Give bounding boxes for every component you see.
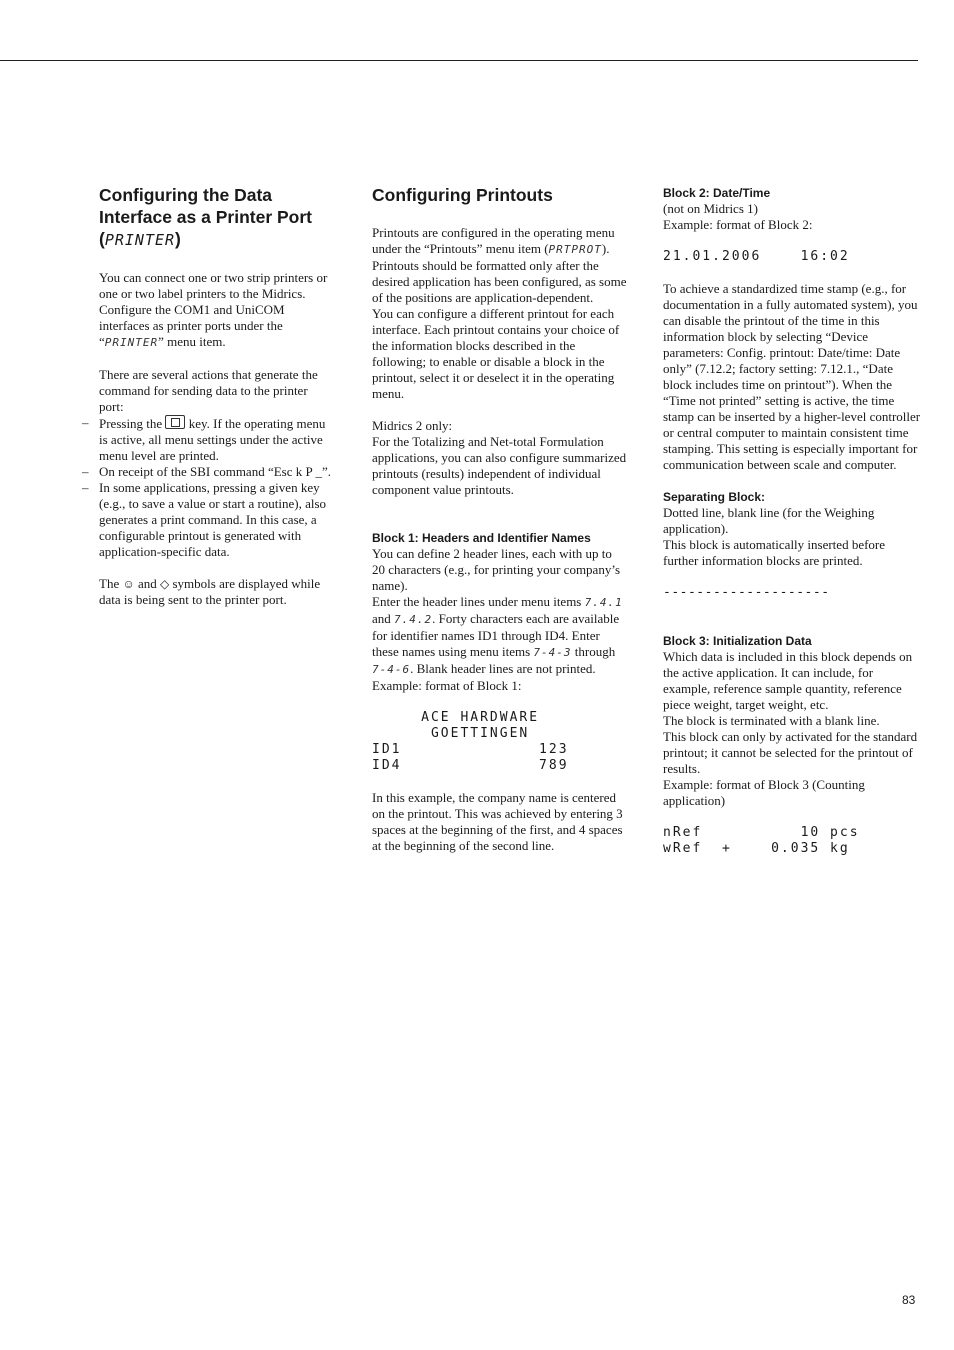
- block3-heading: Block 3: Initialization Data: [663, 634, 812, 648]
- menu-code-printer-inline: PRINTER: [104, 336, 159, 349]
- section-heading-printer-port: Configuring the Data Interface as a Printer Port (PRINTER): [99, 185, 312, 249]
- header-rule: [0, 60, 918, 61]
- paragraph-midrics2-title: Midrics 2 only:: [372, 418, 453, 433]
- block1-example-line: ID1 123: [372, 742, 569, 757]
- paragraph-symbols: The ☺ and ◇ symbols are displayed while data is being sent to the printer port.: [99, 576, 321, 607]
- paragraph-interfaces: You can configure a different printout for each interface. Each printout contains your choice of the information blocks described in the following; to enable or disable a block in the printout, select it or deselect it in the operating menu.: [372, 306, 620, 401]
- paragraph-separating-1: Dotted line, blank line (for the Weighing application).: [663, 505, 875, 536]
- actions-list: [82, 415, 335, 560]
- column-configuring-printouts: [372, 184, 628, 854]
- paragraph-actions: There are several actions that generate the command for sending data to the printer port:: [99, 367, 318, 414]
- paragraph-block1-menu: Enter the header lines under menu items 7.4.1 and 7.4.2. Forty characters each are available for identifier names ID1 through ID4. Enter these names using menu items 7-4-3 through 7-4-6. Blank header lines are not printed.: [372, 594, 623, 676]
- block1-example-line: ACE HARDWARE: [372, 710, 540, 725]
- block2-example-label: Example: format of Block 2:: [663, 217, 813, 232]
- block3-example-label: Example: format of Block 3 (Counting application): [663, 777, 865, 808]
- block2-example: 21.01.2006 16:02: [663, 249, 850, 264]
- paragraph-block3-3: This block can only by activated for the standard printout; it cannot be selected for the printout of results.: [663, 729, 918, 776]
- menu-code-prtprot: PRTPROT: [548, 243, 602, 256]
- separating-block-heading: Separating Block:: [663, 490, 766, 504]
- column-printer-port: [82, 184, 335, 608]
- page-number: 83: [902, 1293, 916, 1307]
- paragraph-block2-timestamp: To achieve a standardized time stamp (e.g., for documentation in a fully automated system), you can disable the printout of the time in this information block by selecting “Device parameters: Config. printout: Date/time: Date only” (7.12.2; factory setting: 7.12.1., “Date block includes time on printout”). When the “Time not printed” setting is active, the time stamp can be inserted by a higher-level controller or central computer to maintain consistent time stamping. This setting is especially important for communication between scale and computer.: [663, 281, 921, 472]
- block1-example-line: GOETTINGEN: [372, 726, 530, 741]
- section-heading-printouts: Configuring Printouts: [372, 185, 553, 205]
- paragraph-block1-explanation: In this example, the company name is centered on the printout. This was achieved by entering 3 spaces at the beginning of the first, and 4 spaces at the beginning of the second line.: [372, 790, 623, 853]
- paragraph-block1-intro: You can define 2 header lines, each with up to 20 characters (e.g., for printing your company’s name).: [372, 546, 621, 593]
- list-item: – In some applications, pressing a given key (e.g., to save a value or start a routine), also generates a print command. In this case, a configurable printout is generated with application-specific data.: [82, 480, 327, 559]
- paragraph-separating-2: This block is automatically inserted before further information blocks are printed.: [663, 537, 886, 568]
- diamond-symbol-icon: ◇: [160, 577, 170, 591]
- block1-heading: Block 1: Headers and Identifier Names: [372, 531, 591, 545]
- menu-code-746: 7-4-6: [372, 663, 411, 676]
- paragraph-intro: You can connect one or two strip printers or one or two label printers to the Midrics. Configure the COM1 and UniCOM interfaces as printer ports under the “PRINTER” menu item.: [99, 270, 328, 349]
- column-blocks: [663, 185, 921, 857]
- block3-example-line: wRef + 0.035 kg: [663, 841, 850, 856]
- list-item: – Pressing the key. If the operating menu is active, all menu settings under the active menu level are printed.: [82, 415, 326, 463]
- paragraph-printouts-intro: Printouts are configured in the operating menu under the “Printouts” menu item (PRTPROT). Printouts should be formatted only after the desired application has been configured, as some of the positions are application-dependent.: [372, 225, 627, 305]
- paragraph-block3-1: Which data is included in this block depends on the active application. It can include, for example, reference sample quantity, reference piece weight, target weight, etc.: [663, 649, 913, 712]
- block2-note: (not on Midrics 1): [663, 201, 758, 216]
- menu-code-printer: PRINTER: [104, 231, 176, 249]
- smiley-symbol-icon: ☺: [122, 577, 135, 591]
- block2-heading: Block 2: Date/Time: [663, 186, 771, 200]
- print-key-icon: [165, 415, 185, 429]
- block1-example-label: Example: format of Block 1:: [372, 678, 522, 693]
- block3-example-line: nRef 10 pcs: [663, 825, 860, 840]
- menu-code-743: 7-4-3: [533, 646, 572, 659]
- paragraph-block3-2: The block is terminated with a blank line.: [663, 713, 880, 728]
- menu-code-742: 7.4.2: [394, 613, 433, 626]
- list-item: – On receipt of the SBI command “Esc k P _”.: [82, 464, 332, 479]
- menu-code-741: 7.4.1: [584, 596, 623, 609]
- block1-example-line: ID4 789: [372, 758, 569, 773]
- separating-example: --------------------: [663, 585, 830, 600]
- paragraph-midrics2: For the Totalizing and Net-total Formulation applications, you can also configure summarized printouts (results) independent of individual component value printouts.: [372, 434, 627, 497]
